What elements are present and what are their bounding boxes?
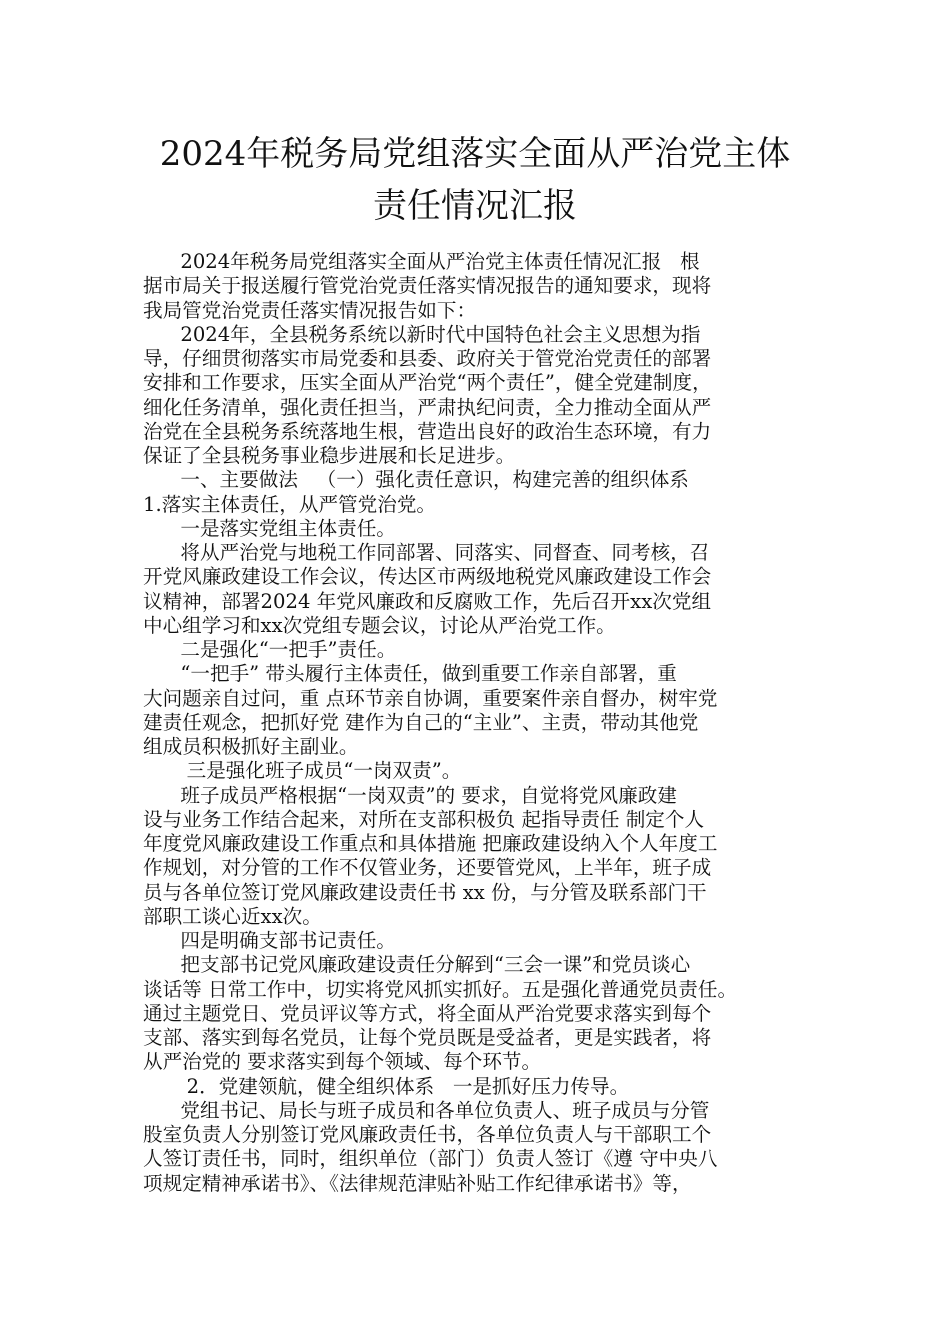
document-title (100, 128, 850, 232)
body-text-line: 大问题亲自过问，重 点环节亲自协调，重要案件亲自督办，树牢党 (143, 686, 718, 710)
body-text-line: 一是落实党组主体责任。 (143, 516, 396, 540)
body-text-line: 设与业务工作结合起来，对所在支部积极负 起指导责任 制定个人 (143, 807, 705, 831)
body-text-line: 安排和工作要求，压实全面从严治党“两个责任”，健全党建制度， (143, 371, 712, 395)
body-text-line: 二是强化“一把手”责任。 (143, 638, 397, 661)
body-text-line: 保证了全县税务事业稳步进展和长足进步。 (143, 444, 516, 467)
body-text-line: 我局管党治党责任落实情况报告如下： (143, 298, 477, 322)
body-text-line: 通过主题党日、党员评议等方式，将全面从严治党要求落实到每个 (143, 1001, 712, 1025)
body-text-line: 建责任观念，把抓好党 建作为自己的“主业”、主责，带动其他党 (143, 710, 699, 734)
body-text-line: 2024年，全县税务系统以新时代中国特色社会主义思想为指 (143, 322, 701, 346)
body-text-line: 部职工谈心近xx次。 (143, 904, 322, 928)
body-text-line: 一、主要做法 （一）强化责任意识，构建完善的组织体系 (143, 468, 689, 492)
body-text-line: 员与各单位签订党风廉政建设责任书 xx 份，与分管及联系部门干 (143, 880, 707, 904)
document-body (143, 250, 813, 1196)
body-text-line: 2024年税务局党组落实全面从严治党主体责任情况汇报 根 (143, 250, 700, 273)
body-text-line: 开党风廉政建设工作会议，传达区市两级地税党风廉政建设工作会 (143, 565, 712, 589)
title-line-2: 责任情况汇报 (373, 186, 577, 226)
body-text-line: 治党在全县税务系统落地生根，营造出良好的政治生态环境，有力 (143, 419, 712, 443)
body-text-line: 谈话等 日常工作中，切实将党风抓实抓好。五是强化普通党员责任。 (143, 977, 738, 1001)
body-text-line: 股室负责人分别签订党风廉政责任书，各单位负责人与干部职工个 (143, 1123, 712, 1146)
body-text-line: 将从严治党与地税工作同部署、同落实、同督查、同考核，召 (143, 541, 710, 564)
body-text-line: 导，仔细贯彻落实市局党委和县委、政府关于管党治党责任的部署 (143, 347, 712, 370)
body-text-line: 把支部书记党风廉政建设责任分解到“三会一课”和党员谈心 (143, 953, 691, 977)
body-text-line: 班子成员严格根据“一岗双责”的 要求，自觉将党风廉政建 (143, 783, 677, 807)
body-text-line: 2．党建领航，健全组织体系 一是抓好压力传导。 (143, 1074, 630, 1098)
body-text-line: 党组书记、局长与班子成员和各单位负责人、班子成员与分管 (143, 1098, 710, 1122)
body-text-line: 中心组学习和xx次党组专题会议，讨论从严治党工作。 (143, 613, 616, 637)
body-text-line: “一把手” 带头履行主体责任，做到重要工作亲自部署，重 (143, 662, 677, 686)
body-text-line: 据市局关于报送履行管党治党责任落实情况报告的通知要求，现将 (143, 274, 712, 298)
body-text-line: 组成员积极抓好主副业。 (143, 735, 359, 758)
body-text-line: 细化任务清单，强化责任担当，严肃执纪问责，全力推动全面从严 (143, 395, 712, 419)
body-text-line: 从严治党的 要求落实到每个领域、每个环节。 (143, 1050, 542, 1074)
body-text-line: 议精神，部署2024 年党风廉政和反腐败工作，先后召开xx次党组 (143, 589, 712, 613)
body-text-line: 三是强化班子成员“一岗双责”。 (143, 759, 462, 783)
body-text-line: 人签订责任书，同时，组织单位（部门）负责人签订《遵 守中央八 (143, 1147, 718, 1171)
body-text-line: 年度党风廉政建设工作重点和具体措施 把廉政建设纳入个人年度工 (143, 832, 718, 855)
title-line-1: 2024年税务局党组落实全面从严治党主体 (159, 134, 791, 174)
body-text-line: 四是明确支部书记责任。 (143, 929, 396, 952)
body-text-line: 作规划，对分管的工作不仅管业务，还要管党风，上半年，班子成 (143, 856, 712, 880)
body-text-line: 支部、落实到每名党员，让每个党员既是受益者，更是实践者，将 (143, 1026, 712, 1049)
body-text-line: 1.落实主体责任，从严管党治党。 (143, 492, 437, 516)
body-text-line: 项规定精神承诺书》、《法律规范津贴补贴工作纪律承诺书》等， (143, 1171, 692, 1195)
